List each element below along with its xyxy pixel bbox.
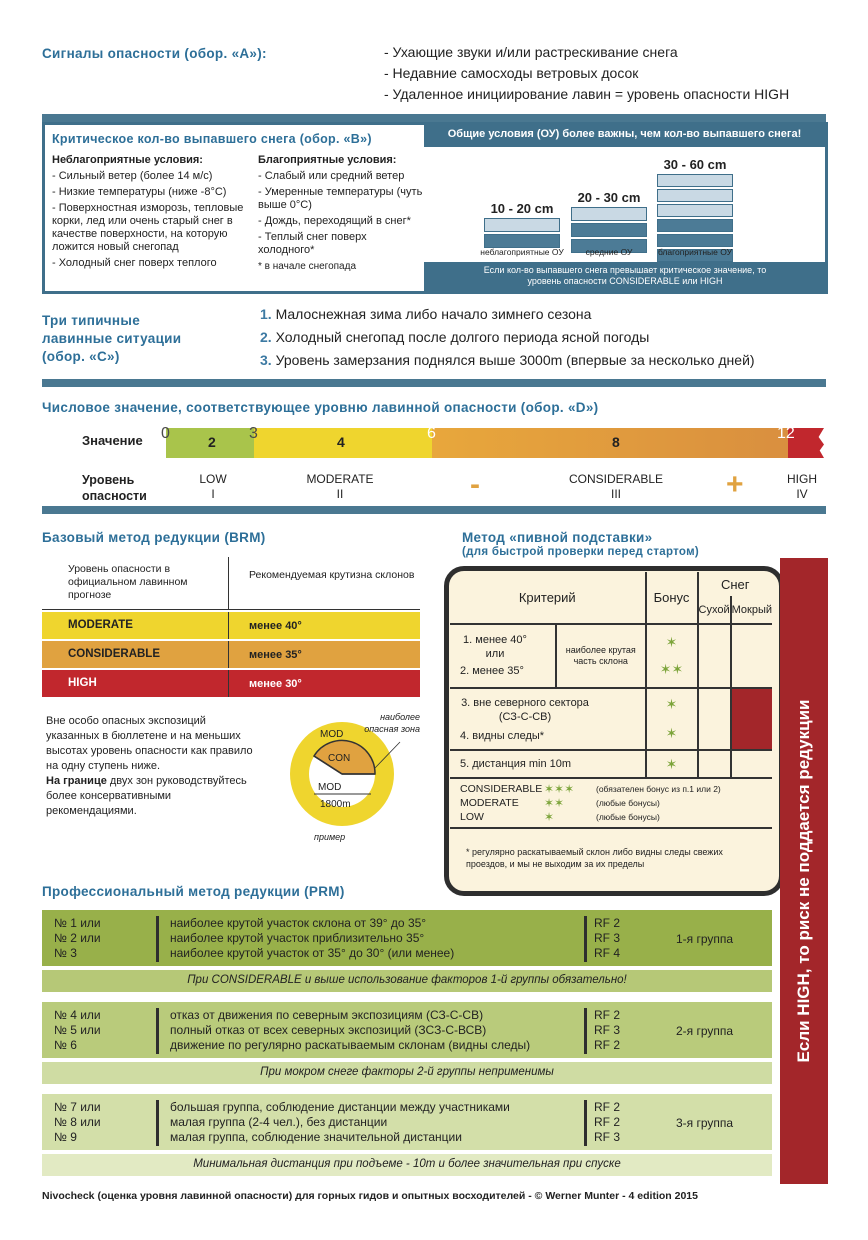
criteria-slope-note: наиболее крутая часть склона bbox=[556, 624, 646, 688]
criteria-exposure: 3. вне северного сектора (СЗ-С-СВ) 4. видны следы* bbox=[450, 688, 646, 750]
divider bbox=[42, 379, 826, 387]
prm-texts: отказ от движения по северным экспозициям (СЗ-С-СВ) полный отказ от всех северных экспозиций (ЗСЗ-С-ВСВ) движение по регулярно раскатываемым склонам (видны следы) bbox=[170, 1008, 531, 1052]
situation-item: 3. Уровень замерзания поднялся выше 3000m (впервые за несколько дней) bbox=[260, 352, 755, 368]
level-moderate: MODERATE II bbox=[306, 472, 374, 501]
segment-value: 2 bbox=[208, 434, 216, 450]
level-low: LOW I bbox=[199, 472, 227, 501]
dry-cell bbox=[698, 688, 731, 750]
col-bonus: Бонус bbox=[646, 572, 698, 624]
situations-title: Три типичные лавинные ситуации (обор. «С») bbox=[42, 313, 182, 364]
value-label: Значение bbox=[82, 433, 143, 448]
prm-sep bbox=[156, 1008, 159, 1054]
bad-conditions bbox=[52, 154, 246, 270]
minus-sign: - bbox=[470, 468, 480, 501]
bonus-distance bbox=[646, 750, 698, 778]
coaster-subtitle: (для быстрой проверки перед стартом) bbox=[462, 546, 700, 558]
coaster-table bbox=[450, 572, 772, 829]
level-considerable: CONSIDERABLE III bbox=[568, 472, 664, 501]
dry-cell bbox=[698, 624, 731, 688]
bad-item: - Поверхностная изморозь, тепловые корки, лед или очень старый снег в качестве поверхности, на которую ложится новый снегопад bbox=[52, 202, 244, 253]
wet-cell bbox=[731, 624, 772, 688]
good-item: - Дождь, переходящий в снег* bbox=[258, 215, 411, 227]
prm-rf: RF 2 RF 2 RF 3 bbox=[594, 1100, 621, 1144]
tick-12: 12 bbox=[777, 425, 795, 442]
good-title: Благоприятные условия: bbox=[258, 154, 397, 166]
stack-caption: средние ОУ bbox=[585, 247, 633, 257]
stack-label: 30 - 60 cm bbox=[663, 157, 727, 172]
brm-col2: Рекомендуемая крутизна склонов bbox=[249, 569, 415, 581]
prm-group-label: 1-я группа bbox=[676, 932, 734, 946]
star-icon: ✶✶ bbox=[659, 661, 684, 677]
coaster-title: Метод «пивной подставки» bbox=[462, 530, 653, 545]
side-banner-text: Если HIGH, то риск не поддается редукции bbox=[794, 699, 813, 1063]
bad-title: Неблагоприятные условия: bbox=[52, 154, 203, 166]
good-conditions bbox=[258, 154, 426, 273]
prm-rf: RF 2 RF 3 RF 4 bbox=[594, 916, 621, 960]
star-icon: ✶ bbox=[665, 696, 678, 712]
col-wet: Мокрый bbox=[731, 596, 772, 624]
scale-considerable bbox=[432, 428, 790, 458]
bonus-slope bbox=[646, 624, 698, 688]
star-icon: ✶ bbox=[665, 634, 678, 650]
stack-label: 10 - 20 cm bbox=[490, 201, 554, 216]
brm-title: Базовый метод редукции (BRM) bbox=[42, 530, 266, 545]
good-item: - Слабый или средний ветер bbox=[258, 170, 405, 182]
signals-title: Сигналы опасности (обор. «А»): bbox=[42, 46, 267, 61]
signals-item: - Недавние самосходы ветровых досок bbox=[384, 65, 639, 81]
prm-nums: № 1 или № 2 или № 3 bbox=[54, 916, 101, 960]
numeric-title: Числовое значение, соответствующее уровню лавинной опасности (обор. «D») bbox=[42, 400, 599, 415]
prm-sep bbox=[584, 1008, 587, 1054]
bad-item: - Сильный ветер (более 14 м/с) bbox=[52, 170, 213, 182]
prm-nums: № 4 или № 5 или № 6 bbox=[54, 1008, 101, 1052]
signals-list bbox=[384, 44, 789, 103]
situation-item: 2. Холодный снегопад после долгого периода ясной погоды bbox=[260, 329, 650, 345]
wet-cell bbox=[731, 750, 772, 778]
snow-stack-1 bbox=[484, 201, 560, 248]
brm-table bbox=[42, 557, 420, 697]
tick-3: 3 bbox=[249, 425, 258, 442]
prm-title: Профессиональный метод редукции (PRM) bbox=[42, 884, 345, 899]
tick-0: 0 bbox=[161, 425, 170, 442]
tick-6: 6 bbox=[427, 425, 436, 442]
prm-note: Минимальная дистанция при подъеме - 10m и более значительная при спуске bbox=[193, 1158, 621, 1170]
signals-item: - Ухающие звуки и/или растрескивание снега bbox=[384, 44, 678, 60]
situation-item: 1. Малоснежная зима либо начало зимнего сезона bbox=[260, 306, 592, 322]
prm-sep bbox=[156, 1100, 159, 1146]
criteria-slope: 1. менее 40° или 2. менее 35° bbox=[450, 624, 556, 688]
diagram-example: пример bbox=[314, 832, 346, 842]
col-criteria: Критерий bbox=[450, 572, 646, 624]
brm-row-moderate: MODERATE менее 40° bbox=[42, 612, 420, 639]
signals-item: - Удаленное инициирование лавин = уровень опасности HIGH bbox=[384, 86, 790, 102]
diagram-con: CON bbox=[328, 753, 351, 764]
prm-sep bbox=[584, 916, 587, 962]
prm-note: При CONSIDERABLE и выше использование факторов 1-й группы обязательно! bbox=[187, 974, 627, 986]
stack-caption: неблагоприятные ОУ bbox=[480, 247, 564, 257]
diagram-mod-bottom: MOD bbox=[318, 782, 342, 793]
prm-group-label: 3-я группа bbox=[676, 1116, 734, 1130]
page-footer: Nivocheck (оценка уровня лавинной опасности) для горных гидов и опытных восходителей - © Werner Munter - 4 edition 2015 bbox=[42, 1190, 698, 1202]
segment-value: 4 bbox=[337, 434, 345, 450]
col-dry: Сухой bbox=[698, 596, 731, 624]
star-icon: ✶ bbox=[665, 725, 678, 741]
brm-row-high: HIGH менее 30° bbox=[42, 670, 420, 697]
level-high: HIGH IV bbox=[787, 472, 817, 501]
brm-row-considerable: CONSIDERABLE менее 35° bbox=[42, 641, 420, 668]
prm-group-label: 2-я группа bbox=[676, 1024, 734, 1038]
prm-note: При мокром снеге факторы 2-й группы неприменимы bbox=[260, 1066, 554, 1078]
diagram-danger-label: наиболее опасная зона bbox=[364, 712, 420, 734]
diagram-altitude: 1800m bbox=[320, 799, 351, 810]
bad-item: - Низкие температуры (ниже -8°С) bbox=[52, 186, 227, 198]
diagram-mod-top: MOD bbox=[320, 729, 344, 740]
prm-sep bbox=[584, 1100, 587, 1146]
coaster-legend: CONSIDERABLE ✶✶✶ (обязателен бонус из п.1 или 2) MODERATE ✶✶ (любые бонусы) LOW ✶ (любые бонусы) bbox=[450, 778, 772, 828]
dry-cell bbox=[698, 750, 731, 778]
bad-item: - Холодный снег поверх теплого bbox=[52, 257, 217, 269]
prm-nums: № 7 или № 8 или № 9 bbox=[54, 1100, 101, 1144]
prm-rf: RF 2 RF 3 RF 2 bbox=[594, 1008, 621, 1052]
stack-caption: благоприятные ОУ bbox=[657, 247, 733, 257]
coaster-footnote: * регулярно раскатываемый склон либо видны следы свежих проездов, и мы не выходим за их пределы bbox=[466, 847, 723, 869]
divider bbox=[42, 506, 826, 514]
brm-note: Вне особо опасных экспозиций указанных в бюллетене и на меньших высотах уровень опасности как правило на одну ступень ниже. На границе двух зон руководствуйтесь более консервативными рекомендациями. bbox=[46, 715, 253, 817]
col-snow: Снег bbox=[698, 572, 772, 596]
star-icon: ✶ bbox=[665, 755, 678, 772]
critical-banner-text: Общие условия (ОУ) более важны, чем кол-во выпавшего снега! bbox=[447, 128, 802, 140]
criteria-distance: 5. дистанция min 10m bbox=[450, 750, 646, 778]
good-item: - Теплый снег поверх холодного* bbox=[258, 231, 367, 256]
segment-value: 8 bbox=[612, 434, 620, 450]
good-note: * в начале снегопада bbox=[258, 261, 357, 272]
plus-sign: + bbox=[726, 468, 744, 501]
critical-title: Критическое кол-во выпавшего снега (обор. «В») bbox=[52, 132, 372, 146]
wet-cell-red bbox=[731, 688, 772, 750]
critical-footer-text: Если кол-во выпавшего снега превышает критическое значение, то уровень опасности CONSIDERABLE или HIGH bbox=[483, 265, 767, 286]
stack-label: 20 - 30 cm bbox=[577, 190, 641, 205]
situations-list bbox=[260, 306, 755, 369]
good-item: - Умеренные температуры (чуть выше 0°С) bbox=[258, 186, 423, 211]
prm-texts: наиболее крутой участок склона от 39° до 35° наиболее крутой участок приблизительно 35° наиболее крутой участок от 35° до 30° (или менее) bbox=[170, 916, 455, 960]
divider bbox=[42, 114, 826, 122]
prm-sep bbox=[156, 916, 159, 962]
brm-col1: Уровень опасности в официальном лавинном прогнозе bbox=[42, 557, 229, 609]
snow-stack-2 bbox=[571, 190, 647, 253]
prm-texts: большая группа, соблюдение дистанции между участниками малая группа (2-4 чел.), без дистанции малая группа, соблюдение значительной дистанции bbox=[170, 1100, 510, 1144]
bonus-exposure bbox=[646, 688, 698, 750]
level-label: Уровень опасности bbox=[82, 473, 147, 503]
